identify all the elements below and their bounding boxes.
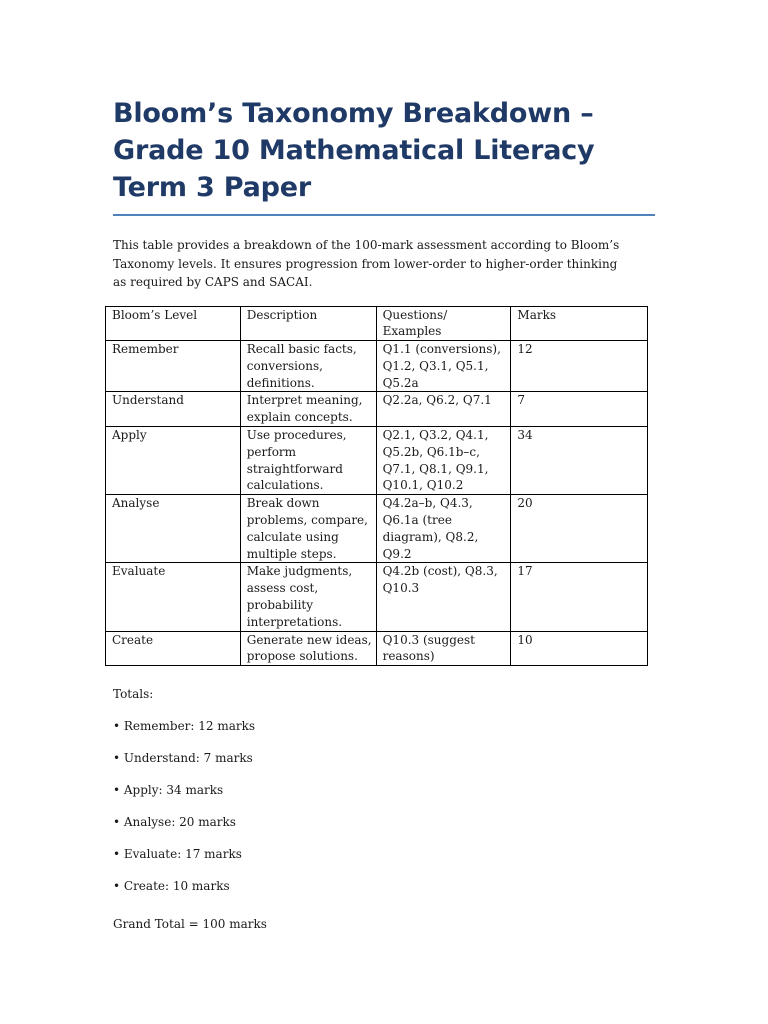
grand-total: Grand Total = 100 marks [113,917,267,932]
questions-cell: Q1.1 (conversions), Q1.2, Q3.1, Q5.1, Q5.2a [376,341,511,392]
questions-cell: Q2.1, Q3.2, Q4.1, Q5.2b, Q6.1b–c, Q7.1, Q8.1, Q9.1, Q10.1, Q10.2 [376,427,511,495]
table-row [106,631,648,666]
questions-cell: Q10.3 (suggest reasons) [376,631,511,666]
header-cell-description: Description [240,306,376,341]
list-item: • Create: 10 marks [113,879,230,894]
level-cell: Evaluate [106,563,241,631]
questions-cell: Q4.2b (cost), Q8.3, Q10.3 [376,563,511,631]
document-page [113,95,655,933]
questions-cell: Q4.2a–b, Q4.3, Q6.1a (tree diagram), Q8.2, Q9.2 [376,495,511,563]
table-row [106,563,648,631]
table-row [106,427,648,495]
description-cell: Use procedures, perform straightforward calculations. [240,427,376,495]
title-underline [113,214,655,216]
document-title: Bloom’s Taxonomy Breakdown – Grade 10 Mathematical Literacy Term 3 Paper [113,98,595,203]
level-cell: Remember [106,341,241,392]
questions-cell: Q2.2a, Q6.2, Q7.1 [376,392,511,427]
level-cell: Create [106,631,241,666]
description-cell: Interpret meaning, explain concepts. [240,392,376,427]
header-cell-questions: Questions/ Examples [376,306,511,341]
list-item: • Analyse: 20 marks [113,815,236,830]
intro-paragraph: This table provides a breakdown of the 100-mark assessment according to Bloom’s Taxonomy levels. It ensures progression from lower-order to higher-order thinking as required by CAPS and SACAI. [113,238,620,289]
table-row [106,341,648,392]
level-cell: Apply [106,427,241,495]
list-item: • Evaluate: 17 marks [113,847,242,862]
list-item: • Understand: 7 marks [113,751,253,766]
list-item: • Apply: 34 marks [113,783,224,798]
header-cell-marks: Marks [511,306,648,341]
marks-cell: 34 [511,427,648,495]
description-cell: Break down problems, compare, calculate using multiple steps. [240,495,376,563]
totals-label: Totals: [113,687,154,702]
blooms-taxonomy-table [105,306,648,667]
marks-cell: 20 [511,495,648,563]
description-cell: Generate new ideas, propose solutions. [240,631,376,666]
description-cell: Make judgments, assess cost, probability interpretations. [240,563,376,631]
table-header-row [106,306,648,341]
table-row [106,495,648,563]
list-item: • Remember: 12 marks [113,719,256,734]
description-cell: Recall basic facts, conversions, definitions. [240,341,376,392]
level-cell: Understand [106,392,241,427]
marks-cell: 12 [511,341,648,392]
level-cell: Analyse [106,495,241,563]
header-cell-level: Bloom’s Level [106,306,241,341]
marks-cell: 17 [511,563,648,631]
totals-list [113,717,655,895]
marks-cell: 7 [511,392,648,427]
marks-cell: 10 [511,631,648,666]
table-row [106,392,648,427]
